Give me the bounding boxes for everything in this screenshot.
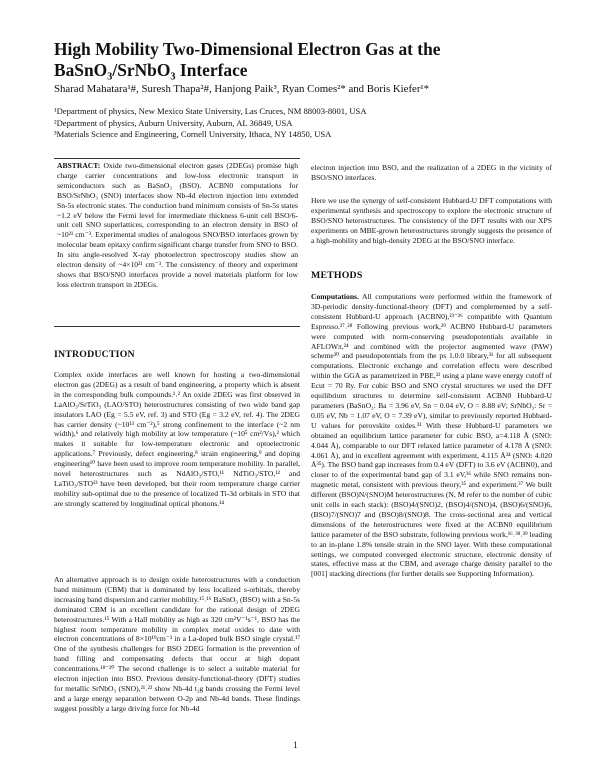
right-column-paragraph: electron injection into BSO, and the realization of a 2DEG in the vicinity of BSO/SNO interfaces. bbox=[311, 163, 552, 182]
methods-heading: METHODS bbox=[311, 270, 363, 281]
introduction-paragraph: An alternative approach is to design oxide heterostructures with a conduction band minimum (CBM) that is dominated by less localized s-orbitals, thereby increasing band dispersion and carrier mobility.¹⁵˒¹⁶ BaSnO₃ (BSO) with a Sn-5s dominated CBM is an excellent candidate for the rational design of 2DEG heterostructures.¹⁵ With a Hall mobility as high as 320 cm²V⁻¹s⁻¹, BSO has the highest room temperature mobility in complex metal oxides to date with electron concentrations of 8×10¹⁹cm⁻³ in a La-doped bulk BSO single crystal.¹⁷ One of the synthesis challenges for BSO 2DEG formation is the prevention of band filling and compensating defects that occur at high dopant concentrations.¹⁸⁻²⁰ The second challenge is to select a suitable material for electron injection into BSO. Previous density-functional-theory (DFT) studies for metallic SrNbO₃ (SNO),²¹˒²² show Nb-4d t₂g bands crossing the Fermi level and a large energy separation between O-2p and Nb-4d bands. These findings suggest possibly a large driving force for Nb-4d bbox=[54, 575, 300, 713]
abstract bbox=[57, 161, 298, 290]
paper-title: High Mobility Two-Dimensional Electron Gas at the BaSnO₃/SrNbO₃ Interface bbox=[54, 39, 441, 80]
affiliations bbox=[54, 106, 554, 141]
methods-paragraph bbox=[311, 292, 552, 579]
page-number: 1 bbox=[293, 741, 298, 751]
methods-subheading: Computations. bbox=[311, 292, 359, 301]
abstract-text: Oxide two-dimensional electron gases (2DEGs) promise high charge carrier concentrations and low-loss electronic transport in semiconductors such as BaSnO₃ (BSO). ACBN0 computations for BSO/SrNbO₃ (SNO) interfaces show Nb-4d electron injection into extended Sn-5s electronic states. The conduction band minimum consists of Sn-5s states ~1.2 eV below the Fermi level for intermediate thickness 6-unit cell BSO/6-unit cell SNO superlattices, corresponding to an electron density in BSO of ~10²¹ cm⁻³. Experimental studies of analogous SNO/BSO interfaces grown by molecular beam epitaxy confirm significant charge transfer from SNO to BSO. In situ angle-resolved X-ray photoelectron spectroscopy studies show an electron density of ~4×10²¹ cm⁻³. The consistency of theory and experiment shows that BSO/SNO interfaces provide a novel materials platform for low loss electron transport in 2DEGs. bbox=[57, 161, 298, 289]
affiliation: ¹Department of physics, New Mexico State University, Las Cruces, NM 88003-8001, USA bbox=[54, 106, 367, 116]
methods-text: All computations were performed within the framework of 3D-periodic density-functional-theory (DFT) and complemented by a self-consistent Hubbard-U approach (ACBN0),²³⁻²⁶ compatible with Quantum Espresso.²⁷˒²⁸ Following previous work,²⁹ ACBN0 Hubbard-U parameters were computed with norm-conserving pseudopotentials available in AFLOWπ,²⁴ and combined with the projector augmented wave (PAW) scheme³⁰ and pseudopotentials from the ps 1.0.0 library,³¹ for all subsequent computations. Electronic exchange and correlation effects were described within the GGA as parametrized in PBE,³² using a plane wave energy cutoff of Ecut = 70 Ry. For cubic BSO and SNO crystal structures we used the DFT equilibrium structures to determine self-consistent ACBN0 Hubbard-U parameters (BaSnO₃: Ba = 3.96 eV, Sn = 0.04 eV, O = 8.88 eV; SrNbO₃: Sr = 0.05 eV, Nb = 1.07 eV, O = 7.39 eV), similar to previously reported Hubbard-U values for perovskite oxides.³³ With these Hubbard-U parameters we obtained an equilibrium lattice parameter for cubic BSO, a=4.118 Å (SNO: 4.044 Å), comparable to our DFT relaxed lattice parameter of 4.178 Å (SNO: 4.061 Å), and in excellent agreement with experiment, 4.115 Å³⁴ (SNO: 4.020 Å³⁵). The BSO band gap increases from 0.4 eV (DFT) to 3.6 eV (ACBN0), and closer to of the experimental band gap of 3.1 eV,³⁶ while SNO remains non-magnetic metal, consistent with previous theory,³⁵ and experiment.³⁷ We built different (BSO)N/(SNO)M heterostructures (N, M refer to the number of cubic unit cells in each stack): (BSO)4/(SNO)2, (BSO)4/(SNO)4, (BSO)6/(SNO)6, (BSO)7/(SNO)7 and (BSO)8/(SNO)8. The cross-sectional area and vertical dimensions of the heterostructures were fixed at the ACBN0 equilibrium lattice parameter of the BSO substrate, following previous work,¹⁶˒³⁸˒³⁹ leading to an in-plane 1.8% tensile strain in the SNO layer. With these computational settings, we computed converged electronic structure, electronic density of states, effective mass at the CBM, and average charge density parallel to the [001] stacking directions (for further details see Supporting Information). bbox=[311, 292, 552, 579]
affiliation: ²Department of physics, Auburn University, Auburn, AL 36849, USA bbox=[54, 117, 293, 128]
affiliation: ³Materials Science and Engineering, Cornell University, Ithaca, NY 14850, USA bbox=[54, 129, 332, 139]
abstract-label: ABSTRACT: bbox=[57, 161, 101, 170]
author-list: Sharad Mahatara¹#, Suresh Thapa²#, Hanjong Paik³, Ryan Comes²* and Boris Kiefer¹* bbox=[54, 83, 430, 95]
right-column-paragraph: Here we use the synergy of self-consistent Hubbard-U DFT computations with experimental synthesis and spectroscopy to explore the electronic structure of BSO/SNO heterostructures. The consistency of the DFT results with our XPS experiments on MBE-grown heterostructures strongly suggests the presence of a high-mobility and high-density 2DEG at the BSO/SNO interface. bbox=[311, 196, 552, 245]
introduction-paragraph: Complex oxide interfaces are well known for hosting a two-dimensional electron gas (2DEG) as a result of band engineering, a property which is absent in the corresponding bulk compounds.¹˒² An oxide 2DEG was first observed in LaAlO₃/SrTiO₃ (LAO/STO) heterostructures consisting of two wide band gap insulators LAO (Eg = 5.5 eV, ref. 3) and STO (Eg = 3.2 eV, ref. 4). The 2DEG has carrier density (~10¹³ cm⁻²),⁵ strong confinement to the interface (~2 nm width),⁶ and relatively high mobility at low temperature (~10⁵ cm²/Vs),² which makes it suitable for low-temperature electronic and optoelectronic applications.⁷ Previously, defect engineering,⁸ strain engineering,⁹ and doping engineering¹⁰ have been used to improve room temperature mobility. In parallel, novel heterostructures such as NdAlO₃/STO,¹¹ NdTiO₃/STO,¹² and LaTiO₃/STO¹³ have been developed, but their room temperature charge carrier mobility sub-optimal due to the presence of localized Ti-3d orbitals in STO that are strongly scattered by longitudinal optical phonons.¹⁴ bbox=[54, 370, 300, 508]
introduction-heading: INTRODUCTION bbox=[54, 349, 135, 360]
